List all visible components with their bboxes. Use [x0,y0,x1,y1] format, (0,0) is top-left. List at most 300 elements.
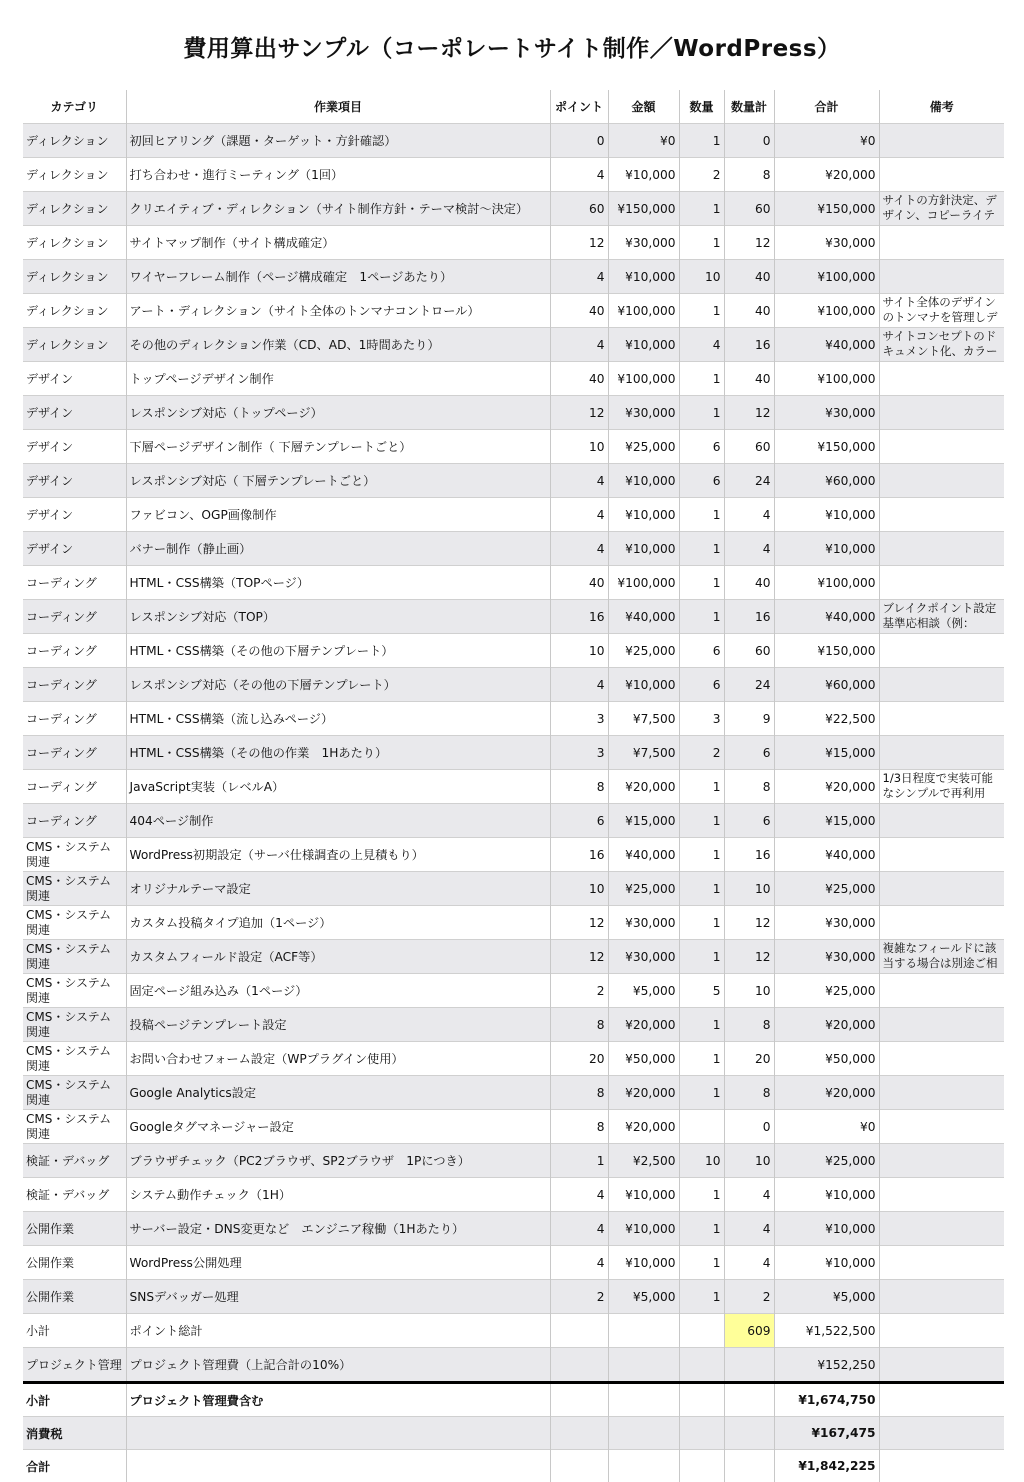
cell-total: ¥10,000 [774,1246,879,1280]
cell-price: ¥10,000 [608,1246,679,1280]
header-price: 金額 [608,90,679,124]
cell-quantity-total: 40 [724,260,774,294]
cell-item: HTML・CSS構築（その他の下層テンプレート） [126,634,550,668]
cell-points: 3 [550,736,608,770]
cell-quantity-total: 60 [724,192,774,226]
cell-price: ¥10,000 [608,158,679,192]
cell-category: 検証・デバッグ [23,1178,126,1212]
cell-category: ディレクション [23,192,126,226]
table-row [23,702,1004,736]
cell-category: 公開作業 [23,1246,126,1280]
cell-points: 3 [550,702,608,736]
header-category: カテゴリ [23,90,126,124]
cell-notes [879,1076,1004,1110]
empty-cell [679,1450,724,1482]
table-row [23,1042,1004,1076]
cell-total: ¥10,000 [774,1212,879,1246]
cell-notes: サイトコンセプトのドキュメント化、カラー [879,328,1004,362]
table-row [23,1076,1004,1110]
cell-points: 20 [550,1042,608,1076]
cell-quantity: 1 [679,294,724,328]
cell-quantity: 6 [679,430,724,464]
cell-notes [879,1178,1004,1212]
cell-points: 12 [550,906,608,940]
cell-price: ¥100,000 [608,566,679,600]
cell-item: ファビコン、OGP画像制作 [126,498,550,532]
cell-price: ¥40,000 [608,838,679,872]
table-row [23,158,1004,192]
cell-quantity-total: 20 [724,1042,774,1076]
cell-quantity: 1 [679,1076,724,1110]
cell-total: ¥10,000 [774,498,879,532]
cell-category: CMS・システム関連 [23,838,126,872]
cell-notes [879,532,1004,566]
cell-quantity-total: 16 [724,600,774,634]
cell-quantity-total: 8 [724,158,774,192]
cell-points: 0 [550,124,608,158]
cell-category: コーディング [23,600,126,634]
summary-total: ¥1,674,750 [774,1383,879,1417]
table-row [23,940,1004,974]
cell-quantity: 1 [679,1280,724,1314]
cell-category: デザイン [23,362,126,396]
empty-cell [608,1450,679,1482]
cell-notes [879,872,1004,906]
cell-price: ¥30,000 [608,906,679,940]
cell-category: CMS・システム関連 [23,940,126,974]
cell-points: 16 [550,600,608,634]
cell-notes [879,430,1004,464]
table-row [23,974,1004,1008]
cell-item: その他のディレクション作業（CD、AD、1時間あたり） [126,328,550,362]
cell-category: ディレクション [23,260,126,294]
cell-quantity: 1 [679,838,724,872]
cell-category: CMS・システム関連 [23,1042,126,1076]
cell-item: 下層ページデザイン制作（ 下層テンプレートごと） [126,430,550,464]
cell-notes [879,158,1004,192]
cell-quantity: 1 [679,600,724,634]
cell-notes [879,1212,1004,1246]
cell-price: ¥25,000 [608,634,679,668]
cell-price: ¥150,000 [608,192,679,226]
empty-cell [679,1383,724,1417]
table-row [23,294,1004,328]
cell-item: 404ページ制作 [126,804,550,838]
cell-category: デザイン [23,498,126,532]
cell-quantity: 1 [679,1042,724,1076]
cell-price: ¥10,000 [608,1212,679,1246]
cell-quantity: 1 [679,770,724,804]
cell-points: 4 [550,668,608,702]
cell-item: システム動作チェック（1H） [126,1178,550,1212]
table-row [23,430,1004,464]
cell-total: ¥25,000 [774,872,879,906]
table-row [23,838,1004,872]
cell-category: CMS・システム関連 [23,872,126,906]
cell-points: 4 [550,260,608,294]
cell-notes [879,1314,1004,1348]
cell-quantity-total: 4 [724,1246,774,1280]
cell-notes [879,1280,1004,1314]
cell-quantity: 1 [679,940,724,974]
cell-notes [879,736,1004,770]
summary-label: 消費税 [23,1417,126,1450]
cell-quantity-total: 2 [724,1280,774,1314]
cell-points: 8 [550,1076,608,1110]
cell-quantity: 1 [679,498,724,532]
cell-notes: ブレイクポイント設定基準応相談（例： [879,600,1004,634]
cell-price: ¥10,000 [608,532,679,566]
table-row [23,668,1004,702]
table-row [23,634,1004,668]
cell-price: ¥20,000 [608,770,679,804]
cell-quantity: 4 [679,328,724,362]
table-row [23,566,1004,600]
cell-item: Googleタグマネージャー設定 [126,1110,550,1144]
cell-points: 16 [550,838,608,872]
cell-notes [879,838,1004,872]
cell-category: デザイン [23,396,126,430]
cell-quantity-total: 0 [724,124,774,158]
cell-quantity-total: 40 [724,362,774,396]
cell-price: ¥10,000 [608,498,679,532]
cell-item: バナー制作（静止画） [126,532,550,566]
cell-total: ¥152,250 [774,1348,879,1383]
cell-price: ¥30,000 [608,940,679,974]
cell-item: JavaScript実装（レベルA） [126,770,550,804]
table-row [23,736,1004,770]
header-quantity: 数量 [679,90,724,124]
cell-price: ¥20,000 [608,1076,679,1110]
empty-cell [879,1450,1004,1482]
cell-category: CMS・システム関連 [23,1110,126,1144]
cell-item: クリエイティブ・ディレクション（サイト制作方針・テーマ検討〜決定） [126,192,550,226]
cell-item: レスポンシブ対応（ 下層テンプレートごと） [126,464,550,498]
cell-quantity: 5 [679,974,724,1008]
table-row [23,1280,1004,1314]
cell-quantity-total: 6 [724,804,774,838]
empty-cell [724,1450,774,1482]
cell-category: コーディング [23,770,126,804]
cell-price: ¥10,000 [608,464,679,498]
cell-total: ¥10,000 [774,1178,879,1212]
cell-price: ¥10,000 [608,668,679,702]
cell-item: Google Analytics設定 [126,1076,550,1110]
table-row [23,260,1004,294]
cell-price: ¥20,000 [608,1110,679,1144]
cell-price: ¥7,500 [608,736,679,770]
cell-quantity [679,1348,724,1383]
header-row [23,90,1004,124]
empty-cell [550,1383,608,1417]
cell-quantity-total: 10 [724,1144,774,1178]
cell-quantity-total: 10 [724,872,774,906]
cell-notes [879,464,1004,498]
cell-total: ¥20,000 [774,770,879,804]
cell-notes [879,906,1004,940]
cell-points: 12 [550,940,608,974]
cell-total: ¥40,000 [774,328,879,362]
cell-notes [879,1110,1004,1144]
cell-points: 10 [550,872,608,906]
cell-total: ¥100,000 [774,362,879,396]
cell-points: 2 [550,974,608,1008]
summary-row [23,1417,1004,1450]
table-row [23,804,1004,838]
cell-points: 8 [550,770,608,804]
cell-category: デザイン [23,430,126,464]
cell-category: コーディング [23,736,126,770]
table-row [23,498,1004,532]
cell-points: 10 [550,430,608,464]
cell-category: ディレクション [23,124,126,158]
summary-label: 合計 [23,1450,126,1482]
cell-item: サイトマップ制作（サイト構成確定） [126,226,550,260]
header-notes: 備考 [879,90,1004,124]
cell-price: ¥20,000 [608,1008,679,1042]
cell-quantity-total: 60 [724,634,774,668]
cell-quantity: 6 [679,464,724,498]
cell-total: ¥15,000 [774,736,879,770]
empty-cell [724,1417,774,1450]
cell-points: 4 [550,498,608,532]
cell-item: WordPress初期設定（サーバ仕様調査の上見積もり） [126,838,550,872]
cell-points: 40 [550,362,608,396]
cell-price: ¥10,000 [608,328,679,362]
header-item: 作業項目 [126,90,550,124]
cell-quantity-total: 16 [724,838,774,872]
cell-total: ¥0 [774,1110,879,1144]
cell-total: ¥150,000 [774,634,879,668]
cell-category: 検証・デバッグ [23,1144,126,1178]
cell-quantity-total: 4 [724,1212,774,1246]
cell-item: SNSデバッガー処理 [126,1280,550,1314]
cell-points: 4 [550,158,608,192]
cell-price: ¥7,500 [608,702,679,736]
cell-item: プロジェクト管理費（上記合計の10%） [126,1348,550,1383]
empty-cell [679,1417,724,1450]
table-row [23,226,1004,260]
cell-item: ポイント総計 [126,1314,550,1348]
cell-item: オリジナルテーマ設定 [126,872,550,906]
cost-table [23,90,1004,1482]
header-points: ポイント [550,90,608,124]
cell-quantity-total: 609 [724,1314,774,1348]
cell-quantity-total: 6 [724,736,774,770]
cell-category: コーディング [23,566,126,600]
table-row [23,124,1004,158]
cell-category: コーディング [23,804,126,838]
summary-row [23,1383,1004,1417]
empty-cell [608,1383,679,1417]
table-row [23,906,1004,940]
cell-total: ¥50,000 [774,1042,879,1076]
table-row [23,1348,1004,1383]
cell-quantity-total: 40 [724,294,774,328]
cell-category: CMS・システム関連 [23,1008,126,1042]
cell-quantity [679,1110,724,1144]
cell-item: ワイヤーフレーム制作（ページ構成確定 1ページあたり） [126,260,550,294]
cell-quantity: 10 [679,1144,724,1178]
cell-total: ¥20,000 [774,1076,879,1110]
cell-notes [879,260,1004,294]
cell-item: 初回ヒアリング（課題・ターゲット・方針確認） [126,124,550,158]
cell-category: コーディング [23,634,126,668]
cell-quantity: 1 [679,1212,724,1246]
cell-category: ディレクション [23,226,126,260]
cell-quantity-total: 8 [724,770,774,804]
cell-notes: 複雑なフィールドに該当する場合は別途ご相 [879,940,1004,974]
cell-item: 打ち合わせ・進行ミーティング（1回） [126,158,550,192]
cell-notes: サイトの方針決定、デザイン、コピーライテ [879,192,1004,226]
table-row [23,532,1004,566]
cell-item: お問い合わせフォーム設定（WPプラグイン使用） [126,1042,550,1076]
table-row [23,1008,1004,1042]
empty-cell [550,1417,608,1450]
cell-quantity: 1 [679,566,724,600]
cell-quantity [679,1314,724,1348]
cell-item: サーバー設定・DNS変更など エンジニア稼働（1Hあたり） [126,1212,550,1246]
cell-quantity: 2 [679,736,724,770]
cell-quantity: 3 [679,702,724,736]
cell-item: レスポンシブ対応（TOP） [126,600,550,634]
cell-category: プロジェクト管理 [23,1348,126,1383]
cell-quantity-total: 12 [724,226,774,260]
cell-item: HTML・CSS構築（その他の作業 1Hあたり） [126,736,550,770]
table-row [23,328,1004,362]
cell-total: ¥1,522,500 [774,1314,879,1348]
cell-quantity: 1 [679,226,724,260]
summary-row [23,1450,1004,1482]
cell-item: カスタム投稿タイプ追加（1ページ） [126,906,550,940]
cell-notes [879,668,1004,702]
cell-item: HTML・CSS構築（流し込みページ） [126,702,550,736]
cell-quantity-total: 4 [724,1178,774,1212]
cell-category: コーディング [23,702,126,736]
cell-points: 10 [550,634,608,668]
cell-total: ¥22,500 [774,702,879,736]
table-row [23,362,1004,396]
cell-item: アート・ディレクション（サイト全体のトンマナコントロール） [126,294,550,328]
cell-quantity: 1 [679,906,724,940]
cell-points: 4 [550,1178,608,1212]
cell-quantity-total: 12 [724,940,774,974]
cell-price: ¥30,000 [608,396,679,430]
cell-price: ¥40,000 [608,600,679,634]
cell-notes [879,1144,1004,1178]
summary-total: ¥167,475 [774,1417,879,1450]
cell-total: ¥30,000 [774,226,879,260]
cell-total: ¥100,000 [774,260,879,294]
cell-quantity: 1 [679,872,724,906]
cell-quantity-total: 16 [724,328,774,362]
table-row [23,1314,1004,1348]
cell-category: デザイン [23,464,126,498]
cell-quantity-total: 8 [724,1076,774,1110]
cell-item: カスタムフィールド設定（ACF等） [126,940,550,974]
cell-quantity-total: 40 [724,566,774,600]
empty-cell [724,1383,774,1417]
cell-points: 40 [550,294,608,328]
cell-quantity: 1 [679,362,724,396]
cell-notes [879,1348,1004,1383]
cell-points: 60 [550,192,608,226]
cell-total: ¥100,000 [774,566,879,600]
cell-quantity: 1 [679,532,724,566]
cell-points: 4 [550,532,608,566]
header-quantity-total: 数量計 [724,90,774,124]
cell-points: 4 [550,464,608,498]
cell-points: 4 [550,1212,608,1246]
cell-total: ¥60,000 [774,668,879,702]
cell-price [608,1314,679,1348]
cell-total: ¥0 [774,124,879,158]
cell-price: ¥2,500 [608,1144,679,1178]
cell-total: ¥150,000 [774,430,879,464]
cell-category: CMS・システム関連 [23,974,126,1008]
table-row [23,1246,1004,1280]
cell-item: ブラウザチェック（PC2ブラウザ、SP2ブラウザ 1Pにつき） [126,1144,550,1178]
cell-category: 小計 [23,1314,126,1348]
cell-total: ¥40,000 [774,600,879,634]
cell-total: ¥25,000 [774,1144,879,1178]
cell-quantity: 10 [679,260,724,294]
cell-points: 8 [550,1008,608,1042]
cell-total: ¥100,000 [774,294,879,328]
cell-quantity: 1 [679,804,724,838]
cell-total: ¥150,000 [774,192,879,226]
cell-points: 1 [550,1144,608,1178]
cell-notes: 1/3日程度で実装可能なシンプルで再利用 [879,770,1004,804]
cell-category: CMS・システム関連 [23,906,126,940]
cell-quantity: 1 [679,396,724,430]
cell-quantity-total: 24 [724,668,774,702]
cell-price: ¥5,000 [608,1280,679,1314]
cell-total: ¥40,000 [774,838,879,872]
cell-quantity: 1 [679,1246,724,1280]
cell-quantity: 1 [679,1178,724,1212]
cell-notes [879,1042,1004,1076]
cell-notes [879,124,1004,158]
cell-price: ¥10,000 [608,260,679,294]
header-total: 合計 [774,90,879,124]
cell-quantity-total: 8 [724,1008,774,1042]
cell-category: 公開作業 [23,1212,126,1246]
cell-quantity-total: 10 [724,974,774,1008]
cell-quantity: 1 [679,124,724,158]
cell-quantity: 6 [679,634,724,668]
cell-category: ディレクション [23,294,126,328]
cell-category: コーディング [23,668,126,702]
cell-price: ¥0 [608,124,679,158]
cell-price: ¥5,000 [608,974,679,1008]
cell-price [608,1348,679,1383]
cell-price: ¥25,000 [608,430,679,464]
empty-cell [879,1417,1004,1450]
cell-quantity-total: 9 [724,702,774,736]
cell-notes [879,634,1004,668]
summary-item [126,1450,550,1482]
cell-category: ディレクション [23,328,126,362]
cell-points [550,1348,608,1383]
cell-quantity-total: 4 [724,498,774,532]
table-body [23,124,1004,1482]
page-title: 費用算出サンプル（コーポレートサイト制作／WordPress） [0,30,1024,63]
cell-notes [879,1008,1004,1042]
cell-notes [879,498,1004,532]
cell-price: ¥100,000 [608,294,679,328]
summary-item: プロジェクト管理費含む [126,1383,550,1417]
